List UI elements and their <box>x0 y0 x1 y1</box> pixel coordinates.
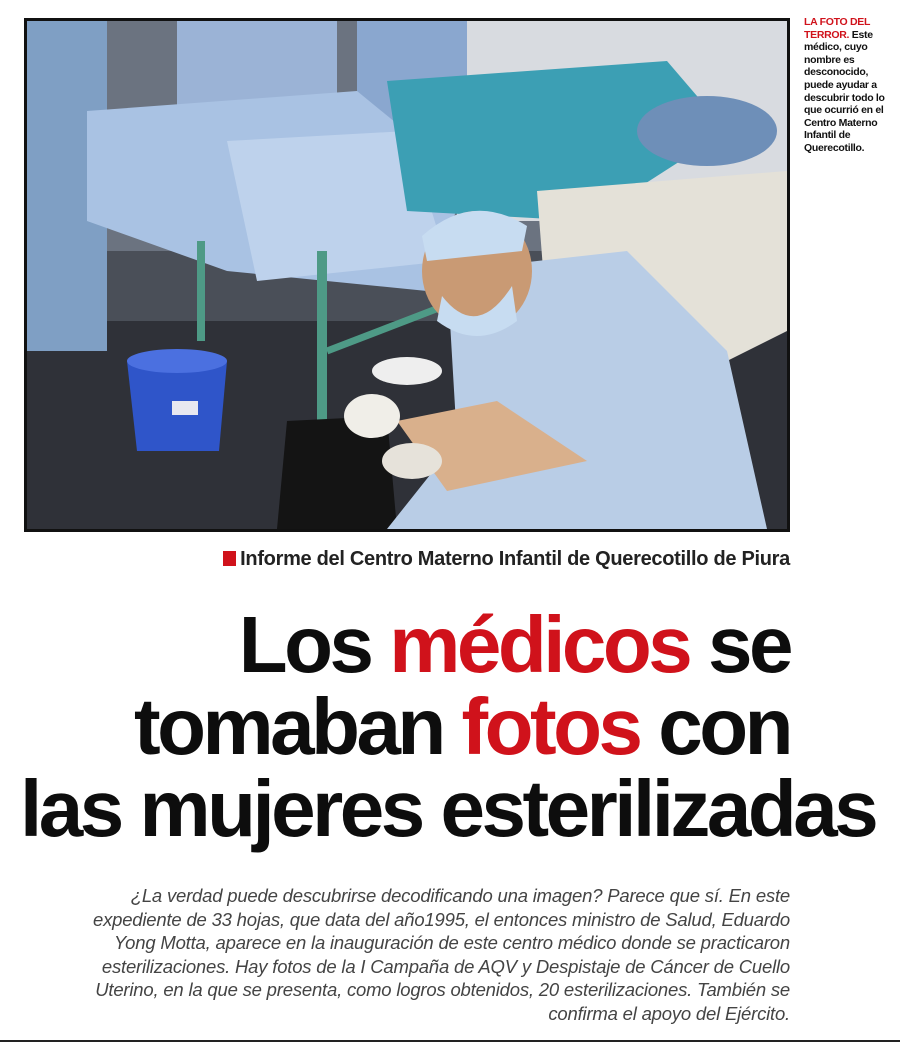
headline-line-2 <box>20 682 790 771</box>
headline-text: con <box>639 682 790 771</box>
red-square-icon <box>223 551 236 566</box>
deck-paragraph: ¿La verdad puede descubrirse decodificando una imagen? Parece que sí. En este expediente de 33 hojas, que data del año1995, el entonces ministro de Salud, Eduardo Yong Motta, aparece en la inauguración de este centro médico donde se practicaron esterilizaciones. Hay fotos de la I Campaña de AQV y Despistaje de Cáncer de Cuello Uterino, en la que se presenta, como logros obtenidos, 20 esterilizaciones. También se confirma el apoyo del Ejército. <box>92 885 790 1024</box>
section-label-text: Informe del Centro Materno Infantil de Querecotillo de Piura <box>240 548 790 570</box>
section-label <box>223 548 790 571</box>
photo-caption <box>804 16 890 155</box>
headline-highlight: fotos <box>461 682 640 771</box>
headline-text: Los <box>238 600 390 689</box>
caption-kicker: LA FOTO DEL TERROR. <box>804 16 870 41</box>
caption-text: Este médico, cuyo nombre es desconocido, puede ayudar a descubrir todo lo que ocurrió en el Centro Materno Infantil de Querecotillo. <box>804 28 885 154</box>
operating-room-photo <box>27 21 787 529</box>
bottom-rule <box>0 1040 900 1042</box>
headline-line-1 <box>20 600 790 689</box>
headline-text: se <box>689 600 790 689</box>
headline-highlight: médicos <box>389 600 690 689</box>
article-photo <box>24 18 790 532</box>
headline <box>20 600 876 853</box>
headline-line-3: las mujeres esterilizadas <box>20 764 876 853</box>
headline-text: tomaban <box>133 682 462 771</box>
